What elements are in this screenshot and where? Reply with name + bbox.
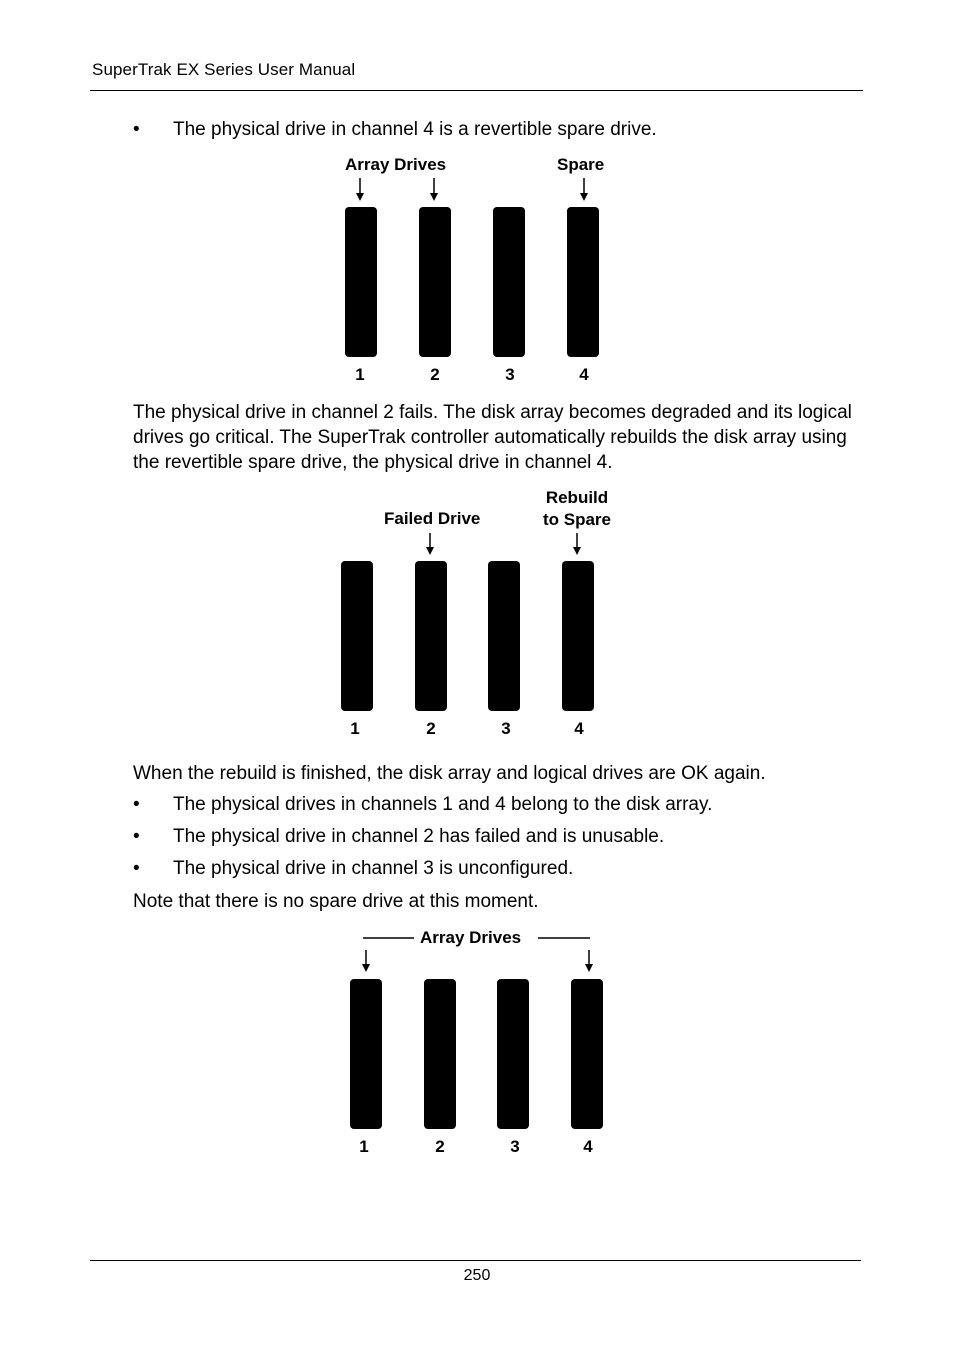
label-spare: Spare <box>557 155 605 174</box>
drive-number-4: 4 <box>583 1137 593 1156</box>
label-failed-drive: Failed Drive <box>384 509 481 528</box>
drive-number-2: 2 <box>426 719 436 738</box>
drive-number-3: 3 <box>510 1137 520 1156</box>
drive-number-1: 1 <box>359 1137 369 1156</box>
bullet-marker: • <box>133 858 140 879</box>
arrow-failed-drive <box>426 533 434 555</box>
bullet-marker: • <box>133 794 140 815</box>
header-rule <box>90 90 863 91</box>
bullet-marker: • <box>133 826 140 847</box>
bullet-text: The physical drive in channel 2 has failed and is unusable. <box>173 826 665 847</box>
bullet-text: The physical drives in channels 1 and 4 belong to the disk array. <box>173 794 713 815</box>
drive-number-4: 4 <box>574 719 584 738</box>
bullet-text: The physical drive in channel 3 is unconfigured. <box>173 858 574 879</box>
drive-4 <box>567 207 599 357</box>
drive-number-2: 2 <box>435 1137 445 1156</box>
footer-rule <box>90 1260 861 1261</box>
label-rebuild-line-2: to Spare <box>542 510 612 529</box>
paragraph-rebuild-finished: When the rebuild is finished, the disk array and logical drives are OK again. <box>133 763 766 784</box>
drive-number-3: 3 <box>505 365 515 384</box>
arrow-array-drive-4 <box>585 950 593 972</box>
drive-number-4: 4 <box>579 365 589 384</box>
arrow-rebuild-spare <box>573 533 581 555</box>
drive-2 <box>419 207 451 357</box>
drive-number-1: 1 <box>350 719 360 738</box>
arrow-array-drive-1 <box>362 950 370 972</box>
label-array-drives: Array Drives <box>420 928 522 947</box>
bullet-marker: • <box>133 119 140 140</box>
paragraph-drive-fails: The physical drive in channel 2 fails. The disk array becomes degraded and its logical drives go critical. The SuperTrak controller automatically rebuilds the disk array using the revertible spare drive, the physical drive in channel 4. <box>133 402 852 473</box>
arrow-array-drive-2 <box>430 178 438 201</box>
drive-2 <box>415 561 447 711</box>
label-array-drives: Array Drives <box>345 155 447 174</box>
label-rebuild-line-1: Rebuild <box>545 488 609 507</box>
drive-number-3: 3 <box>501 719 511 738</box>
drive-3 <box>493 207 525 357</box>
drive-3 <box>488 561 520 711</box>
drive-1 <box>341 561 373 711</box>
drive-3 <box>497 979 529 1129</box>
drive-2 <box>424 979 456 1129</box>
paragraph-no-spare: Note that there is no spare drive at this moment. <box>133 891 539 912</box>
drive-4 <box>562 561 594 711</box>
bullet-text: The physical drive in channel 4 is a revertible spare drive. <box>173 119 657 140</box>
drive-number-2: 2 <box>430 365 440 384</box>
drive-1 <box>350 979 382 1129</box>
arrow-spare-drive <box>580 178 588 201</box>
page-number: 250 <box>463 1267 491 1284</box>
arrow-array-drive-1 <box>356 178 364 201</box>
drive-4 <box>571 979 603 1129</box>
drive-number-1: 1 <box>355 365 365 384</box>
running-header: SuperTrak EX Series User Manual <box>92 60 356 79</box>
drive-1 <box>345 207 377 357</box>
